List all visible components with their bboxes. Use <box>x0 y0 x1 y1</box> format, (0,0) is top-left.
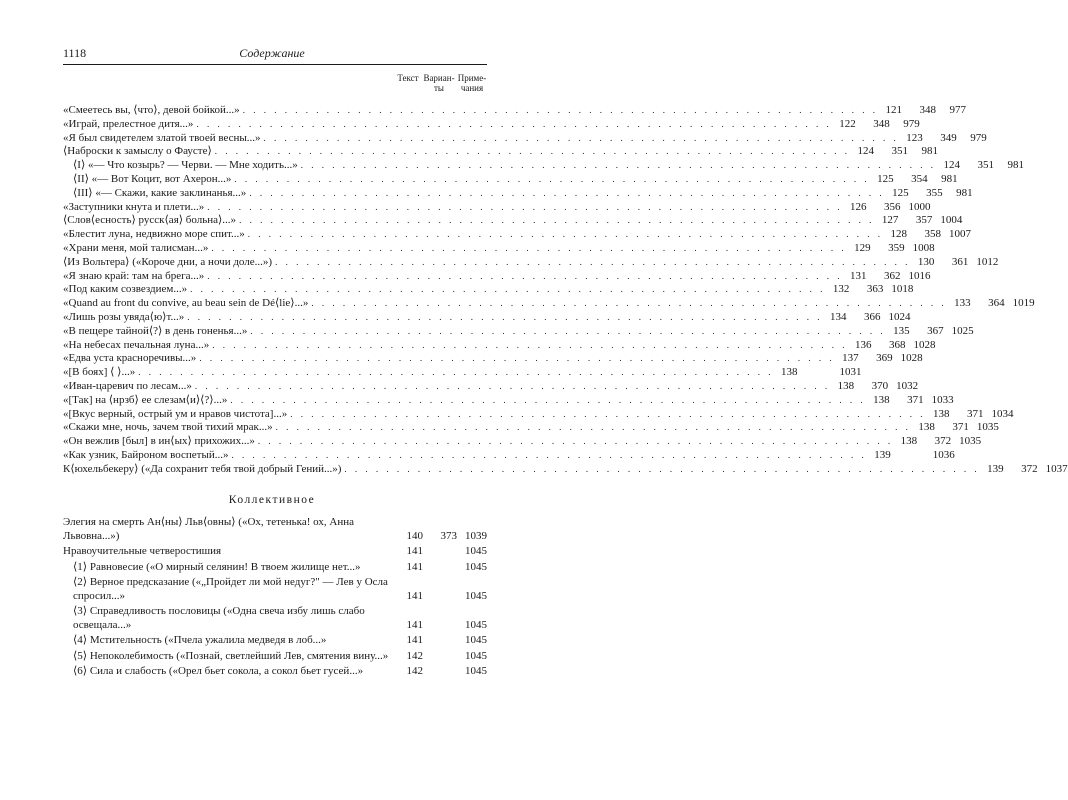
collective-entry <box>63 650 487 664</box>
entry-title: «Скажи мне, ночь, зачем твой тихий мрак...» <box>63 421 273 434</box>
notes-page: 1028 <box>913 338 936 351</box>
toc-entry <box>63 366 862 380</box>
toc-entry <box>63 200 931 215</box>
variants-page: 367 <box>927 324 944 337</box>
variants-page: 361 <box>951 255 969 268</box>
entry-title-wrap <box>63 394 866 408</box>
toc-entry <box>63 228 971 242</box>
text-page: 132 <box>832 283 850 296</box>
entry-title: «Я знаю край: там на брега...» <box>63 269 205 282</box>
toc-entry <box>63 297 1035 311</box>
text-page: 141 <box>406 618 423 631</box>
variants-page: 362 <box>884 269 901 282</box>
entry-title: «В пещере тайной⟨?⟩ в день гоненья...» <box>63 324 248 337</box>
entry-title: «Играй, прелестное дитя...» <box>63 117 194 130</box>
notes-page: 1037 <box>1045 462 1068 475</box>
notes-page: 981 <box>956 186 973 199</box>
variants-page: 371 <box>952 421 969 434</box>
entry-title: ⟨5⟩ Непоколебимость («Познай, светлейший Лев, смятения вину...» <box>73 649 389 662</box>
toc-entry <box>63 407 1014 422</box>
dot-leader: . . . . . . . . . . . . . . . . . . . . . . . . . . . . . . . . . . . . . . . . . . . . . . . . . . . . . . . . . . . . . <box>211 242 847 253</box>
collective-entry <box>63 605 487 633</box>
dot-leader: . . . . . . . . . . . . . . . . . . . . . . . . . . . . . . . . . . . . . . . . . . . . . . . . . . . . . . . . . . . . . <box>275 256 911 267</box>
variants-page: 351 <box>977 159 994 172</box>
column-head-variants: Вариан-ты <box>423 73 455 93</box>
entry-title: ⟨II⟩ «— Вот Коцит, вот Ахерон...» <box>73 172 232 185</box>
toc-entry <box>63 324 974 339</box>
dot-leader: . . . . . . . . . . . . . . . . . . . . . . . . . . . . . . . . . . . . . . . . . . . . . . . . . . . . . . . . . . . . . <box>207 201 843 212</box>
notes-page: 1045 <box>465 589 487 602</box>
toc-entry <box>63 117 920 132</box>
entry-title-wrap <box>63 242 847 256</box>
variants-page: 351 <box>891 145 909 158</box>
entry-title-wrap <box>63 297 947 311</box>
toc-entry <box>63 131 987 146</box>
dot-leader: . . . . . . . . . . . . . . . . . . . . . . . . . . . . . . . . . . . . . . . . . . . . . . . . . . . . . . . . . . . . . <box>214 146 851 157</box>
notes-page: 1031 <box>839 366 862 379</box>
notes-page: 1035 <box>959 435 982 448</box>
collective-entry <box>63 545 487 559</box>
dot-leader: . . . . . . . . . . . . . . . . . . . . . . . . . . . . . . . . . . . . . . . . . . . . . . . . . . . . . . . . . . . . . <box>194 380 831 391</box>
entry-title: ⟨Наброски к замыслу о Фаусте⟩ <box>63 145 212 158</box>
variants-page: 349 <box>940 131 957 144</box>
dot-leader: . . . . . . . . . . . . . . . . . . . . . . . . . . . . . . . . . . . . . . . . . . . . . . . . . . . . . . . . . . . . . <box>311 298 947 309</box>
notes-page: 1008 <box>912 241 935 254</box>
notes-page: 1045 <box>465 560 487 573</box>
notes-page: 1000 <box>908 200 931 213</box>
entry-title: ⟨4⟩ Мстительность («Пчела ужалила медведя в лоб...» <box>73 634 327 647</box>
variants-page: 357 <box>915 214 933 227</box>
entry-title: ⟨Из Вольтера⟩ («Короче дни, а ночи доле...») <box>63 255 273 268</box>
toc-entry <box>63 186 973 201</box>
entry-title: ⟨Слов⟨есность⟩ русск⟨ая⟩ больна⟩...» <box>63 214 237 227</box>
toc-entry <box>63 269 931 284</box>
text-page: 128 <box>890 228 907 241</box>
toc-entry <box>63 393 954 408</box>
toc-entry <box>63 310 911 325</box>
column-head-text: Текст <box>397 73 419 83</box>
notes-page: 1024 <box>888 310 911 323</box>
entry-title: «Как узник, Байроном воспетый...» <box>63 448 229 461</box>
text-page: 141 <box>406 634 423 647</box>
dot-leader: . . . . . . . . . . . . . . . . . . . . . . . . . . . . . . . . . . . . . . . . . . . . . . . . . . . . . . . . . . . . . <box>187 311 823 322</box>
entry-title: «Блестит луна, недвижно море спит...» <box>63 228 245 241</box>
text-page: 138 <box>900 435 918 448</box>
dot-leader: . . . . . . . . . . . . . . . . . . . . . . . . . . . . . . . . . . . . . . . . . . . . . . . . . . . . . . . . . . . . . <box>207 270 843 281</box>
entry-title: ⟨2⟩ Верное предсказание («„Пройдет ли мой недуг?" — Лев у Осла спросил...» <box>73 575 388 602</box>
variants-page: 368 <box>888 338 906 351</box>
notes-page: 1045 <box>465 634 487 647</box>
dot-leader: . . . . . . . . . . . . . . . . . . . . . . . . . . . . . . . . . . . . . . . . . . . . . . . . . . . . . . . . . . . . . <box>199 353 835 364</box>
text-page: 142 <box>406 665 423 678</box>
variants-page: 348 <box>919 104 936 116</box>
text-page: 133 <box>954 297 971 310</box>
notes-page: 981 <box>941 172 958 185</box>
entry-title: «Под каким созвездием...» <box>63 283 188 296</box>
dot-leader: . . . . . . . . . . . . . . . . . . . . . . . . . . . . . . . . . . . . . . . . . . . . . . . . . . . . . . . . . . . . . <box>247 229 883 240</box>
notes-page: 1007 <box>948 228 971 241</box>
text-page: 123 <box>906 131 923 144</box>
entry-title-wrap <box>63 104 878 118</box>
notes-page: 981 <box>1007 159 1024 172</box>
dot-leader: . . . . . . . . . . . . . . . . . . . . . . . . . . . . . . . . . . . . . . . . . . . . . . . . . . . . . . . . . . . . . <box>196 118 832 129</box>
entry-title: «[Вкус верный, острый ум и нравов чистота]...» <box>63 407 288 420</box>
entry-title-wrap <box>63 366 773 380</box>
text-page: 138 <box>932 407 950 420</box>
notes-page: 981 <box>921 145 939 158</box>
entry-title: «Лишь розы увяда⟨ю⟩т...» <box>63 310 185 323</box>
notes-page: 1045 <box>465 545 487 558</box>
entry-title-wrap <box>63 421 911 435</box>
entry-title-wrap <box>63 435 893 449</box>
toc-entry <box>63 379 919 394</box>
entry-title-wrap <box>63 214 874 228</box>
entry-title-wrap <box>63 159 936 173</box>
text-page: 131 <box>850 269 867 282</box>
entry-title-wrap <box>63 283 825 297</box>
notes-page: 1025 <box>951 324 974 337</box>
notes-page: 1034 <box>991 407 1014 420</box>
text-page: 142 <box>406 649 423 662</box>
text-page: 130 <box>917 255 935 268</box>
collective-entry <box>63 576 487 604</box>
entry-title-wrap <box>63 187 885 201</box>
notes-page: 1045 <box>465 665 487 678</box>
toc-entry <box>63 435 982 449</box>
dot-leader: . . . . . . . . . . . . . . . . . . . . . . . . . . . . . . . . . . . . . . . . . . . . . . . . . . . . . . . . . . . . . <box>234 173 870 184</box>
dot-leader: . . . . . . . . . . . . . . . . . . . . . . . . . . . . . . . . . . . . . . . . . . . . . . . . . . . . . . . . . . . . . <box>231 449 867 460</box>
dot-leader: . . . . . . . . . . . . . . . . . . . . . . . . . . . . . . . . . . . . . . . . . . . . . . . . . . . . . . . . . . . . . <box>138 367 774 378</box>
dot-leader: . . . . . . . . . . . . . . . . . . . . . . . . . . . . . . . . . . . . . . . . . . . . . . . . . . . . . . . . . . . . . <box>242 105 878 115</box>
notes-page: 1045 <box>465 618 487 631</box>
dot-leader: . . . . . . . . . . . . . . . . . . . . . . . . . . . . . . . . . . . . . . . . . . . . . . . . . . . . . . . . . . . . . <box>263 132 899 143</box>
toc-entry <box>63 338 936 353</box>
toc-entry <box>63 421 999 435</box>
entry-title: ⟨6⟩ Сила и слабость («Орел бьет сокола, а сокол бьет гусей...» <box>73 665 364 678</box>
notes-page: 1032 <box>896 379 919 392</box>
text-page: 139 <box>874 448 891 461</box>
notes-page: 1028 <box>900 352 923 365</box>
entry-title-wrap <box>63 270 843 284</box>
dot-leader: . . . . . . . . . . . . . . . . . . . . . . . . . . . . . . . . . . . . . . . . . . . . . . . . . . . . . . . . . . . . . <box>250 325 886 336</box>
text-page: 140 <box>406 529 423 542</box>
entry-title: Элегия на смерть Ан⟨ны⟩ Льв⟨овны⟩ («Ох, тетенька! ох, Анна Львовна...») <box>63 516 354 542</box>
dot-leader: . . . . . . . . . . . . . . . . . . . . . . . . . . . . . . . . . . . . . . . . . . . . . . . . . . . . . . . . . . . . . <box>290 408 926 419</box>
text-page: 141 <box>406 545 423 558</box>
toc-entry <box>63 104 966 118</box>
notes-page: 977 <box>949 104 966 116</box>
entry-title: «[В боях] ⟨ ⟩...» <box>63 366 136 379</box>
entry-title: «Храни меня, мой талисман...» <box>63 241 209 254</box>
dot-leader: . . . . . . . . . . . . . . . . . . . . . . . . . . . . . . . . . . . . . . . . . . . . . . . . . . . . . . . . . . . . . <box>300 160 936 171</box>
entry-title-wrap <box>63 256 910 270</box>
entry-title: ⟨I⟩ «— Что козырь? — Черви. — Мне ходить...» <box>73 159 298 172</box>
toc-entry <box>63 352 923 366</box>
entry-title: «Едва уста красноречивы...» <box>63 352 197 365</box>
variants-page: 348 <box>873 117 890 130</box>
entry-title: «Заступники кнута и плети...» <box>63 200 205 213</box>
entry-title: ⟨III⟩ «— Скажи, какие заклинанья...» <box>73 186 247 199</box>
entry-title: «Он вежлив [был] в ин⟨ых⟩ прихожих...» <box>63 435 255 448</box>
text-page: 121 <box>885 104 902 116</box>
dot-leader: . . . . . . . . . . . . . . . . . . . . . . . . . . . . . . . . . . . . . . . . . . . . . . . . . . . . . . . . . . . . . <box>249 187 885 198</box>
notes-page: 1035 <box>976 421 999 434</box>
notes-page: 1033 <box>931 393 954 406</box>
collective-entry <box>63 665 487 679</box>
toc-entry <box>63 241 935 256</box>
entry-title-wrap <box>63 408 925 422</box>
text-page: 141 <box>406 560 423 573</box>
toc-entry <box>63 159 1024 173</box>
text-page: 125 <box>877 172 894 185</box>
text-page: 127 <box>881 214 899 227</box>
column-head-notes: Приме-чания <box>457 73 487 93</box>
collective-entry <box>63 561 487 575</box>
header-rule <box>63 64 487 65</box>
text-page: 139 <box>987 462 1004 475</box>
variants-page: 372 <box>934 435 952 448</box>
text-page: 122 <box>839 117 856 130</box>
page-number: 1118 <box>63 46 87 60</box>
toc-entry <box>63 145 939 159</box>
entry-title: Нравоучительные четверостишия <box>63 545 222 558</box>
text-page: 136 <box>854 338 872 351</box>
variants-page: 371 <box>907 393 924 406</box>
notes-page: 1018 <box>891 283 914 296</box>
contents-list <box>63 104 1068 477</box>
notes-page: 1036 <box>932 448 955 461</box>
notes-page: 1016 <box>908 269 931 282</box>
text-page: 141 <box>406 589 423 602</box>
variants-page: 373 <box>440 529 457 542</box>
entry-title-wrap <box>63 449 867 463</box>
text-page: 129 <box>854 241 871 254</box>
entry-title: «Смеетесь вы, ⟨что⟩, девой бойкой...» <box>63 104 240 116</box>
entry-title-wrap <box>63 132 899 146</box>
text-page: 126 <box>849 200 867 213</box>
entry-title-wrap <box>63 311 822 325</box>
entry-title-wrap <box>63 118 832 132</box>
variants-page: 371 <box>966 407 984 420</box>
toc-entry <box>63 214 963 228</box>
collective-entry <box>63 634 487 648</box>
variants-page: 372 <box>1021 462 1038 475</box>
entry-title: К⟨юхельбекеру⟩ («Да сохранит тебя твой добрый Гений...») <box>63 462 342 475</box>
variants-page: 369 <box>876 352 893 365</box>
toc-entry <box>63 283 914 297</box>
text-page: 124 <box>857 145 875 158</box>
entry-title-wrap <box>63 145 850 159</box>
variants-page: 364 <box>988 297 1005 310</box>
text-page: 138 <box>780 366 798 379</box>
variants-page: 354 <box>911 172 928 185</box>
collective-list <box>63 516 487 681</box>
text-page: 125 <box>892 186 909 199</box>
entry-title-wrap <box>63 173 870 187</box>
dot-leader: . . . . . . . . . . . . . . . . . . . . . . . . . . . . . . . . . . . . . . . . . . . . . . . . . . . . . . . . . . . . . <box>257 436 894 447</box>
entry-title: ⟨1⟩ Равновесие («О мирный селянин! В твоем жилище нет...» <box>73 560 361 573</box>
dot-leader: . . . . . . . . . . . . . . . . . . . . . . . . . . . . . . . . . . . . . . . . . . . . . . . . . . . . . . . . . . . . . <box>275 422 911 433</box>
text-page: 134 <box>829 310 847 323</box>
text-page: 138 <box>837 379 855 392</box>
entry-title-wrap <box>63 463 980 477</box>
toc-entry <box>63 448 955 463</box>
dot-leader: . . . . . . . . . . . . . . . . . . . . . . . . . . . . . . . . . . . . . . . . . . . . . . . . . . . . . . . . . . . . . <box>230 394 866 405</box>
notes-page: 979 <box>903 117 920 130</box>
text-page: 138 <box>918 421 935 434</box>
entry-title-wrap <box>63 325 886 339</box>
section-title: Коллективное <box>228 494 316 506</box>
dot-leader: . . . . . . . . . . . . . . . . . . . . . . . . . . . . . . . . . . . . . . . . . . . . . . . . . . . . . . . . . . . . . <box>239 215 875 226</box>
dot-leader: . . . . . . . . . . . . . . . . . . . . . . . . . . . . . . . . . . . . . . . . . . . . . . . . . . . . . . . . . . . . . <box>344 463 980 474</box>
variants-page: 356 <box>883 200 901 213</box>
toc-entry <box>63 462 1068 477</box>
toc-entry <box>63 172 958 187</box>
entry-title: «[Так] на ⟨нрзб⟩ ее слезам⟨и⟩⟨?⟩...» <box>63 393 228 406</box>
variants-page: 358 <box>924 228 941 241</box>
notes-page: 1019 <box>1012 297 1035 310</box>
entry-title-wrap <box>63 352 835 366</box>
dot-leader: . . . . . . . . . . . . . . . . . . . . . . . . . . . . . . . . . . . . . . . . . . . . . . . . . . . . . . . . . . . . . <box>212 339 848 350</box>
text-page: 124 <box>943 159 960 172</box>
entry-title-wrap <box>63 339 847 353</box>
variants-page: 363 <box>866 283 884 296</box>
text-page: 135 <box>893 324 910 337</box>
dot-leader: . . . . . . . . . . . . . . . . . . . . . . . . . . . . . . . . . . . . . . . . . . . . . . . . . . . . . . . . . . . . . <box>190 284 826 295</box>
entry-title-wrap <box>63 201 842 215</box>
entry-title-wrap <box>63 380 830 394</box>
collective-entry <box>63 516 487 544</box>
text-page: 138 <box>873 393 890 406</box>
notes-page: 1004 <box>940 214 963 227</box>
entry-title: «Quand au front du convive, au beau sein de Dé⟨lie⟩...» <box>63 297 309 310</box>
text-page: 137 <box>842 352 859 365</box>
toc-entry <box>63 255 999 270</box>
notes-page: 1045 <box>465 649 487 662</box>
entry-title: ⟨3⟩ Справедливость пословицы («Одна свеча избу лишь слабо освещала...» <box>73 605 365 631</box>
variants-page: 355 <box>926 186 943 199</box>
running-title: Содержание <box>239 46 305 60</box>
variants-page: 370 <box>871 379 889 392</box>
entry-title: «Иван-царевич по лесам...» <box>63 379 192 392</box>
variants-page: 366 <box>863 310 881 323</box>
entry-title: «На небесах печальная луна...» <box>63 338 210 351</box>
entry-title-wrap <box>63 228 883 242</box>
notes-page: 1039 <box>465 529 487 542</box>
notes-page: 979 <box>970 131 987 144</box>
entry-title: «Я был свидетелем златой твоей весны...» <box>63 131 261 144</box>
variants-page: 359 <box>888 241 905 254</box>
notes-page: 1012 <box>976 255 999 268</box>
